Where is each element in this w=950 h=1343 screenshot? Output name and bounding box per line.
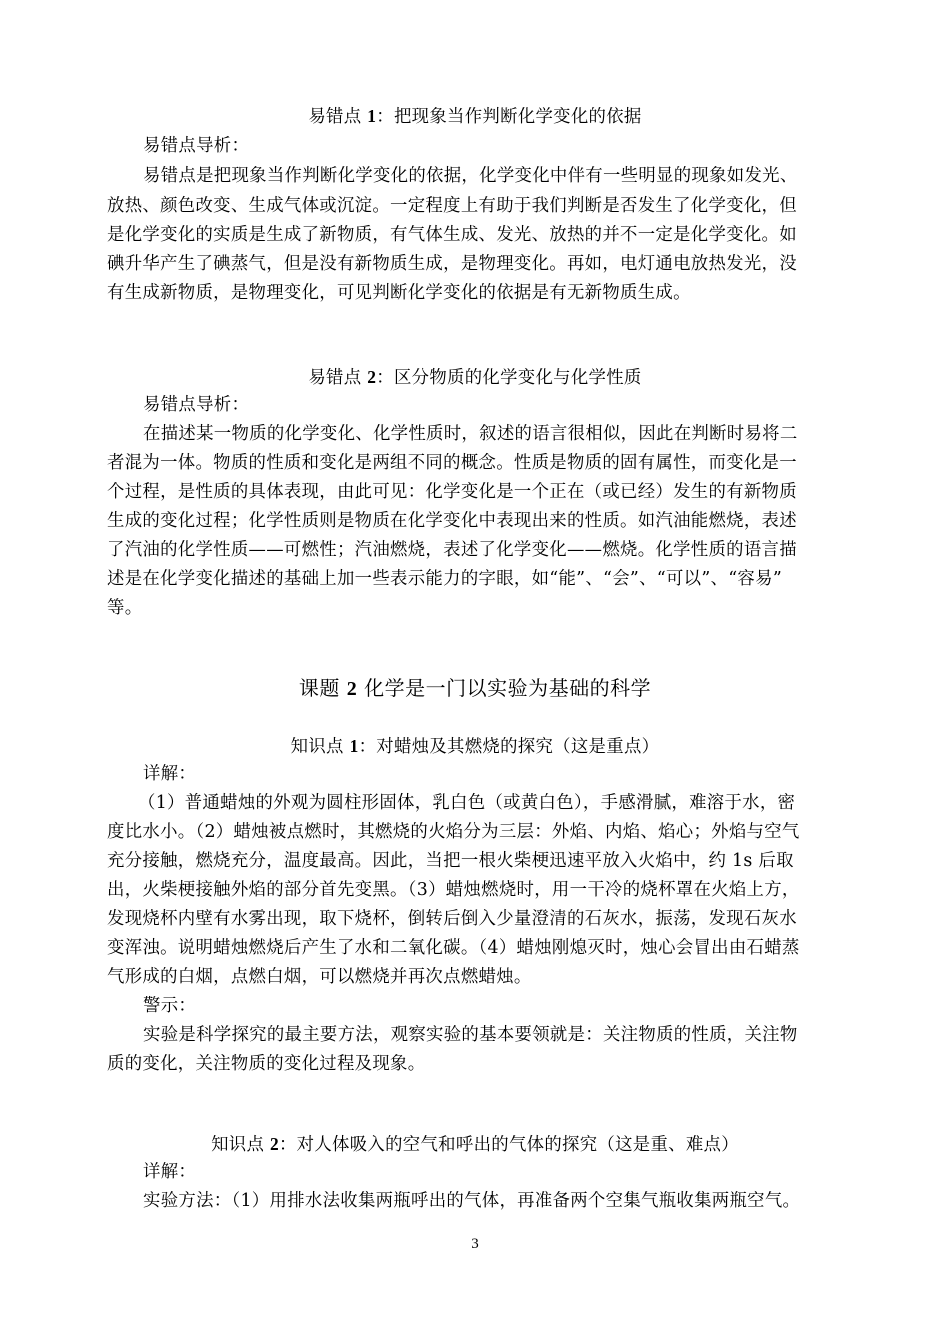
- paragraph-line: 是化学变化的实质是生成了新物质，有气体生成、发光、放热的并不一定是化学变化。如: [107, 225, 797, 245]
- paragraph-line: 气形成的白烟，点燃白烟，可以燃烧并再次点燃蜡烛。: [107, 967, 532, 987]
- paragraph-line: 了汽油的化学性质——可燃性；汽油燃烧，表述了化学变化——燃烧。化学性质的语言描: [107, 540, 797, 560]
- detail-label-2: 详解：: [143, 1162, 197, 1182]
- heading-number: 1: [349, 736, 359, 756]
- paragraph-line: 易错点是把现象当作判断化学变化的依据，化学变化中伴有一些明显的现象如发光、: [143, 166, 798, 186]
- paragraph-line: 出，火柴梗接触外焰的部分首先变黑。（3）蜡烛燃烧时，用一干冷的烧杯罩在火焰上方，: [107, 880, 800, 900]
- section-heading-2: [0, 365, 950, 390]
- paragraph-line: 度比水小。（2）蜡烛被点燃时，其燃烧的火焰分为三层：外焰、内焰、焰心；外焰与空气: [107, 822, 800, 842]
- warning-label: 警示：: [143, 996, 197, 1016]
- heading-label: 易错点: [308, 368, 362, 388]
- paragraph-line: 变浑浊。说明蜡烛燃烧后产生了水和二氧化碳。（4）蜡烛刚熄灭时，烛心会冒出由石蜡蒸: [107, 938, 800, 958]
- paragraph-line: 述是在化学变化描述的基础上加一些表示能力的字眼，如“能”、“会”、“可以”、“容易”: [107, 569, 783, 589]
- knowledge-heading-1: [0, 734, 950, 759]
- section-heading-1: [0, 104, 950, 129]
- paragraph-line: 实验方法：（1）用排水法收集两瓶呼出的气体，再准备两个空集气瓶收集两瓶空气。: [143, 1191, 801, 1211]
- heading-title: ：对人体吸入的空气和呼出的气体的探究（这是重、难点）: [278, 1135, 739, 1155]
- paragraph-line: 个过程，是性质的具体表现，由此可见：化学变化是一个正在（或已经）发生的有新物质: [107, 482, 797, 502]
- detail-label-1: 详解：: [143, 764, 197, 784]
- paragraph-line: （1）普通蜡烛的外观为圆柱形固体，乳白色（或黄白色），手感滑腻，难溶于水，密: [138, 793, 796, 813]
- paragraph-line: 有生成新物质，是物理变化，可见判断化学变化的依据是有无新物质生成。: [107, 283, 691, 303]
- heading-number: 2: [367, 367, 377, 387]
- topic-title: [0, 676, 950, 701]
- heading-label: 知识点: [211, 1135, 265, 1155]
- paragraph-line: 发现烧杯内壁有水雾出现，取下烧杯，倒转后倒入少量澄清的石灰水，振荡，发现石灰水: [107, 909, 797, 929]
- paragraph-line: 碘升华产生了碘蒸气，但是没有新物质生成，是物理变化。再如，电灯通电放热发光，没: [107, 254, 797, 274]
- topic-label: 课题: [298, 676, 340, 700]
- heading-title: ：对蜡烛及其燃烧的探究（这是重点）: [358, 737, 660, 757]
- page-number: 3: [471, 1236, 479, 1252]
- guide-label-1: 易错点导析：: [143, 136, 250, 156]
- paragraph-line: 充分接触，燃烧充分，温度最高。因此，当把一根火柴梗迅速平放入火焰中，约 1s 后取: [107, 851, 794, 871]
- heading-label: 知识点: [290, 737, 344, 757]
- paragraph-line: 者混为一体。物质的性质和变化是两组不同的概念。性质是物质的固有属性，而变化是一: [107, 453, 797, 473]
- heading-title: ：把现象当作判断化学变化的依据: [376, 107, 642, 127]
- heading-label: 易错点: [308, 107, 362, 127]
- heading-number: 2: [269, 1134, 279, 1154]
- knowledge-heading-2: [0, 1132, 950, 1157]
- heading-number: 1: [367, 106, 377, 126]
- heading-title: ：区分物质的化学变化与化学性质: [376, 368, 642, 388]
- topic-text: 化学是一门以实验为基础的科学: [357, 676, 652, 700]
- paragraph-line: 实验是科学探究的最主要方法，观察实验的基本要领就是：关注物质的性质，关注物: [143, 1025, 798, 1045]
- paragraph-line: 等。: [107, 598, 143, 618]
- topic-number: 2: [346, 678, 358, 700]
- guide-label-2: 易错点导析：: [143, 395, 250, 415]
- paragraph-line: 放热、颜色改变、生成气体或沉淀。一定程度上有助于我们判断是否发生了化学变化，但: [107, 196, 797, 216]
- paragraph-line: 在描述某一物质的化学变化、化学性质时，叙述的语言很相似，因此在判断时易将二: [143, 424, 798, 444]
- paragraph-line: 生成的变化过程；化学性质则是物质在化学变化中表现出来的性质。如汽油能燃烧，表述: [107, 511, 797, 531]
- paragraph-line: 质的变化，关注物质的变化过程及现象。: [107, 1054, 426, 1074]
